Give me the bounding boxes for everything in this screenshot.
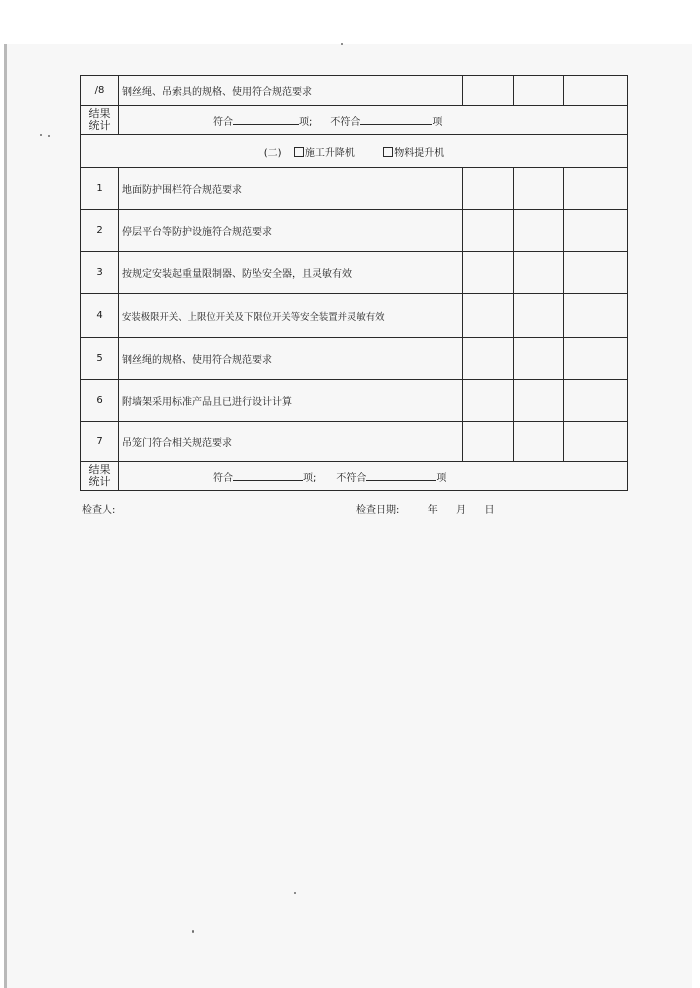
check-cell[interactable] bbox=[564, 76, 628, 106]
check-cell[interactable] bbox=[463, 76, 514, 106]
check-cell[interactable] bbox=[463, 168, 514, 210]
conform-count-blank[interactable] bbox=[233, 469, 303, 481]
item-number: 3 bbox=[81, 252, 119, 294]
check-cell[interactable] bbox=[564, 422, 628, 462]
nonconform-count-blank[interactable] bbox=[360, 113, 432, 125]
check-cell[interactable] bbox=[514, 210, 564, 252]
item-number: 4 bbox=[81, 294, 119, 338]
table-row bbox=[81, 422, 628, 462]
item-description: 钢丝绳的规格、使用符合规范要求 bbox=[119, 338, 463, 380]
table-row bbox=[81, 210, 628, 252]
inspector-label: 检查人: bbox=[82, 505, 116, 516]
item-description: 吊笼门符合相关规范要求 bbox=[119, 422, 463, 462]
table-row bbox=[81, 380, 628, 422]
conform-label: 符合 bbox=[213, 116, 233, 128]
scan-speck bbox=[192, 930, 194, 933]
item-description: 钢丝绳、吊索具的规格、使用符合规范要求 bbox=[119, 76, 463, 106]
checkbox-icon[interactable] bbox=[294, 147, 304, 157]
option-label: 物料提升机 bbox=[394, 147, 445, 159]
inspection-date bbox=[356, 501, 495, 516]
check-cell[interactable] bbox=[514, 168, 564, 210]
item-number: 6 bbox=[81, 380, 119, 422]
summary-row bbox=[81, 106, 628, 135]
section-title bbox=[81, 135, 628, 168]
table-row bbox=[81, 252, 628, 294]
unit-label: 项 bbox=[436, 472, 447, 484]
check-cell[interactable] bbox=[514, 294, 564, 338]
check-cell[interactable] bbox=[514, 422, 564, 462]
date-label: 检查日期: bbox=[356, 505, 400, 516]
section-title-row bbox=[81, 135, 628, 168]
item-number: 2 bbox=[81, 210, 119, 252]
summary-content bbox=[119, 106, 628, 135]
inspection-table bbox=[80, 75, 628, 491]
section-prefix: (二) bbox=[263, 147, 282, 159]
summary-label: 结果 统计 bbox=[81, 462, 119, 491]
option-label: 施工升降机 bbox=[304, 147, 355, 159]
check-cell[interactable] bbox=[564, 252, 628, 294]
item-number: 7 bbox=[81, 422, 119, 462]
scan-speck bbox=[48, 135, 50, 137]
check-cell[interactable] bbox=[514, 380, 564, 422]
check-cell[interactable] bbox=[463, 338, 514, 380]
item-number: /8 bbox=[81, 76, 119, 106]
unit-label: 项 bbox=[432, 116, 443, 128]
item-description: 安装极限开关、上限位开关及下限位开关等安全装置并灵敏有效 bbox=[119, 294, 463, 338]
check-cell[interactable] bbox=[514, 76, 564, 106]
check-cell[interactable] bbox=[463, 294, 514, 338]
item-number: 5 bbox=[81, 338, 119, 380]
summary-content bbox=[119, 462, 628, 491]
nonconform-label: 不符合 bbox=[336, 472, 367, 484]
year-label: 年 bbox=[427, 505, 438, 516]
check-cell[interactable] bbox=[463, 252, 514, 294]
unit-label: 项; bbox=[299, 116, 313, 128]
nonconform-count-blank[interactable] bbox=[366, 469, 436, 481]
check-cell[interactable] bbox=[463, 210, 514, 252]
summary-row bbox=[81, 462, 628, 491]
check-cell[interactable] bbox=[564, 210, 628, 252]
nonconform-label: 不符合 bbox=[330, 116, 361, 128]
check-cell[interactable] bbox=[514, 338, 564, 380]
table-row bbox=[81, 294, 628, 338]
item-description: 停层平台等防护设施符合规范要求 bbox=[119, 210, 463, 252]
day-label: 日 bbox=[484, 505, 495, 516]
check-cell[interactable] bbox=[564, 294, 628, 338]
scan-speck bbox=[294, 892, 296, 894]
scan-speck bbox=[341, 43, 343, 45]
table-row bbox=[81, 168, 628, 210]
check-cell[interactable] bbox=[564, 380, 628, 422]
item-number: 1 bbox=[81, 168, 119, 210]
scan-speck bbox=[40, 134, 42, 136]
unit-label: 项; bbox=[303, 472, 317, 484]
table-row bbox=[81, 338, 628, 380]
page-edge-shadow bbox=[4, 44, 7, 988]
summary-label: 结果 统计 bbox=[81, 106, 119, 135]
check-cell[interactable] bbox=[463, 422, 514, 462]
checkbox-icon[interactable] bbox=[383, 147, 393, 157]
item-description: 附墙架采用标准产品且已进行设计计算 bbox=[119, 380, 463, 422]
month-label: 月 bbox=[456, 505, 467, 516]
conform-label: 符合 bbox=[213, 472, 233, 484]
check-cell[interactable] bbox=[564, 338, 628, 380]
table-row bbox=[81, 76, 628, 106]
check-cell[interactable] bbox=[463, 380, 514, 422]
check-cell[interactable] bbox=[514, 252, 564, 294]
item-description: 地面防护围栏符合规范要求 bbox=[119, 168, 463, 210]
check-cell[interactable] bbox=[564, 168, 628, 210]
item-description: 按规定安装起重量限制器、防坠安全器，且灵敏有效 bbox=[119, 252, 463, 294]
conform-count-blank[interactable] bbox=[233, 113, 299, 125]
